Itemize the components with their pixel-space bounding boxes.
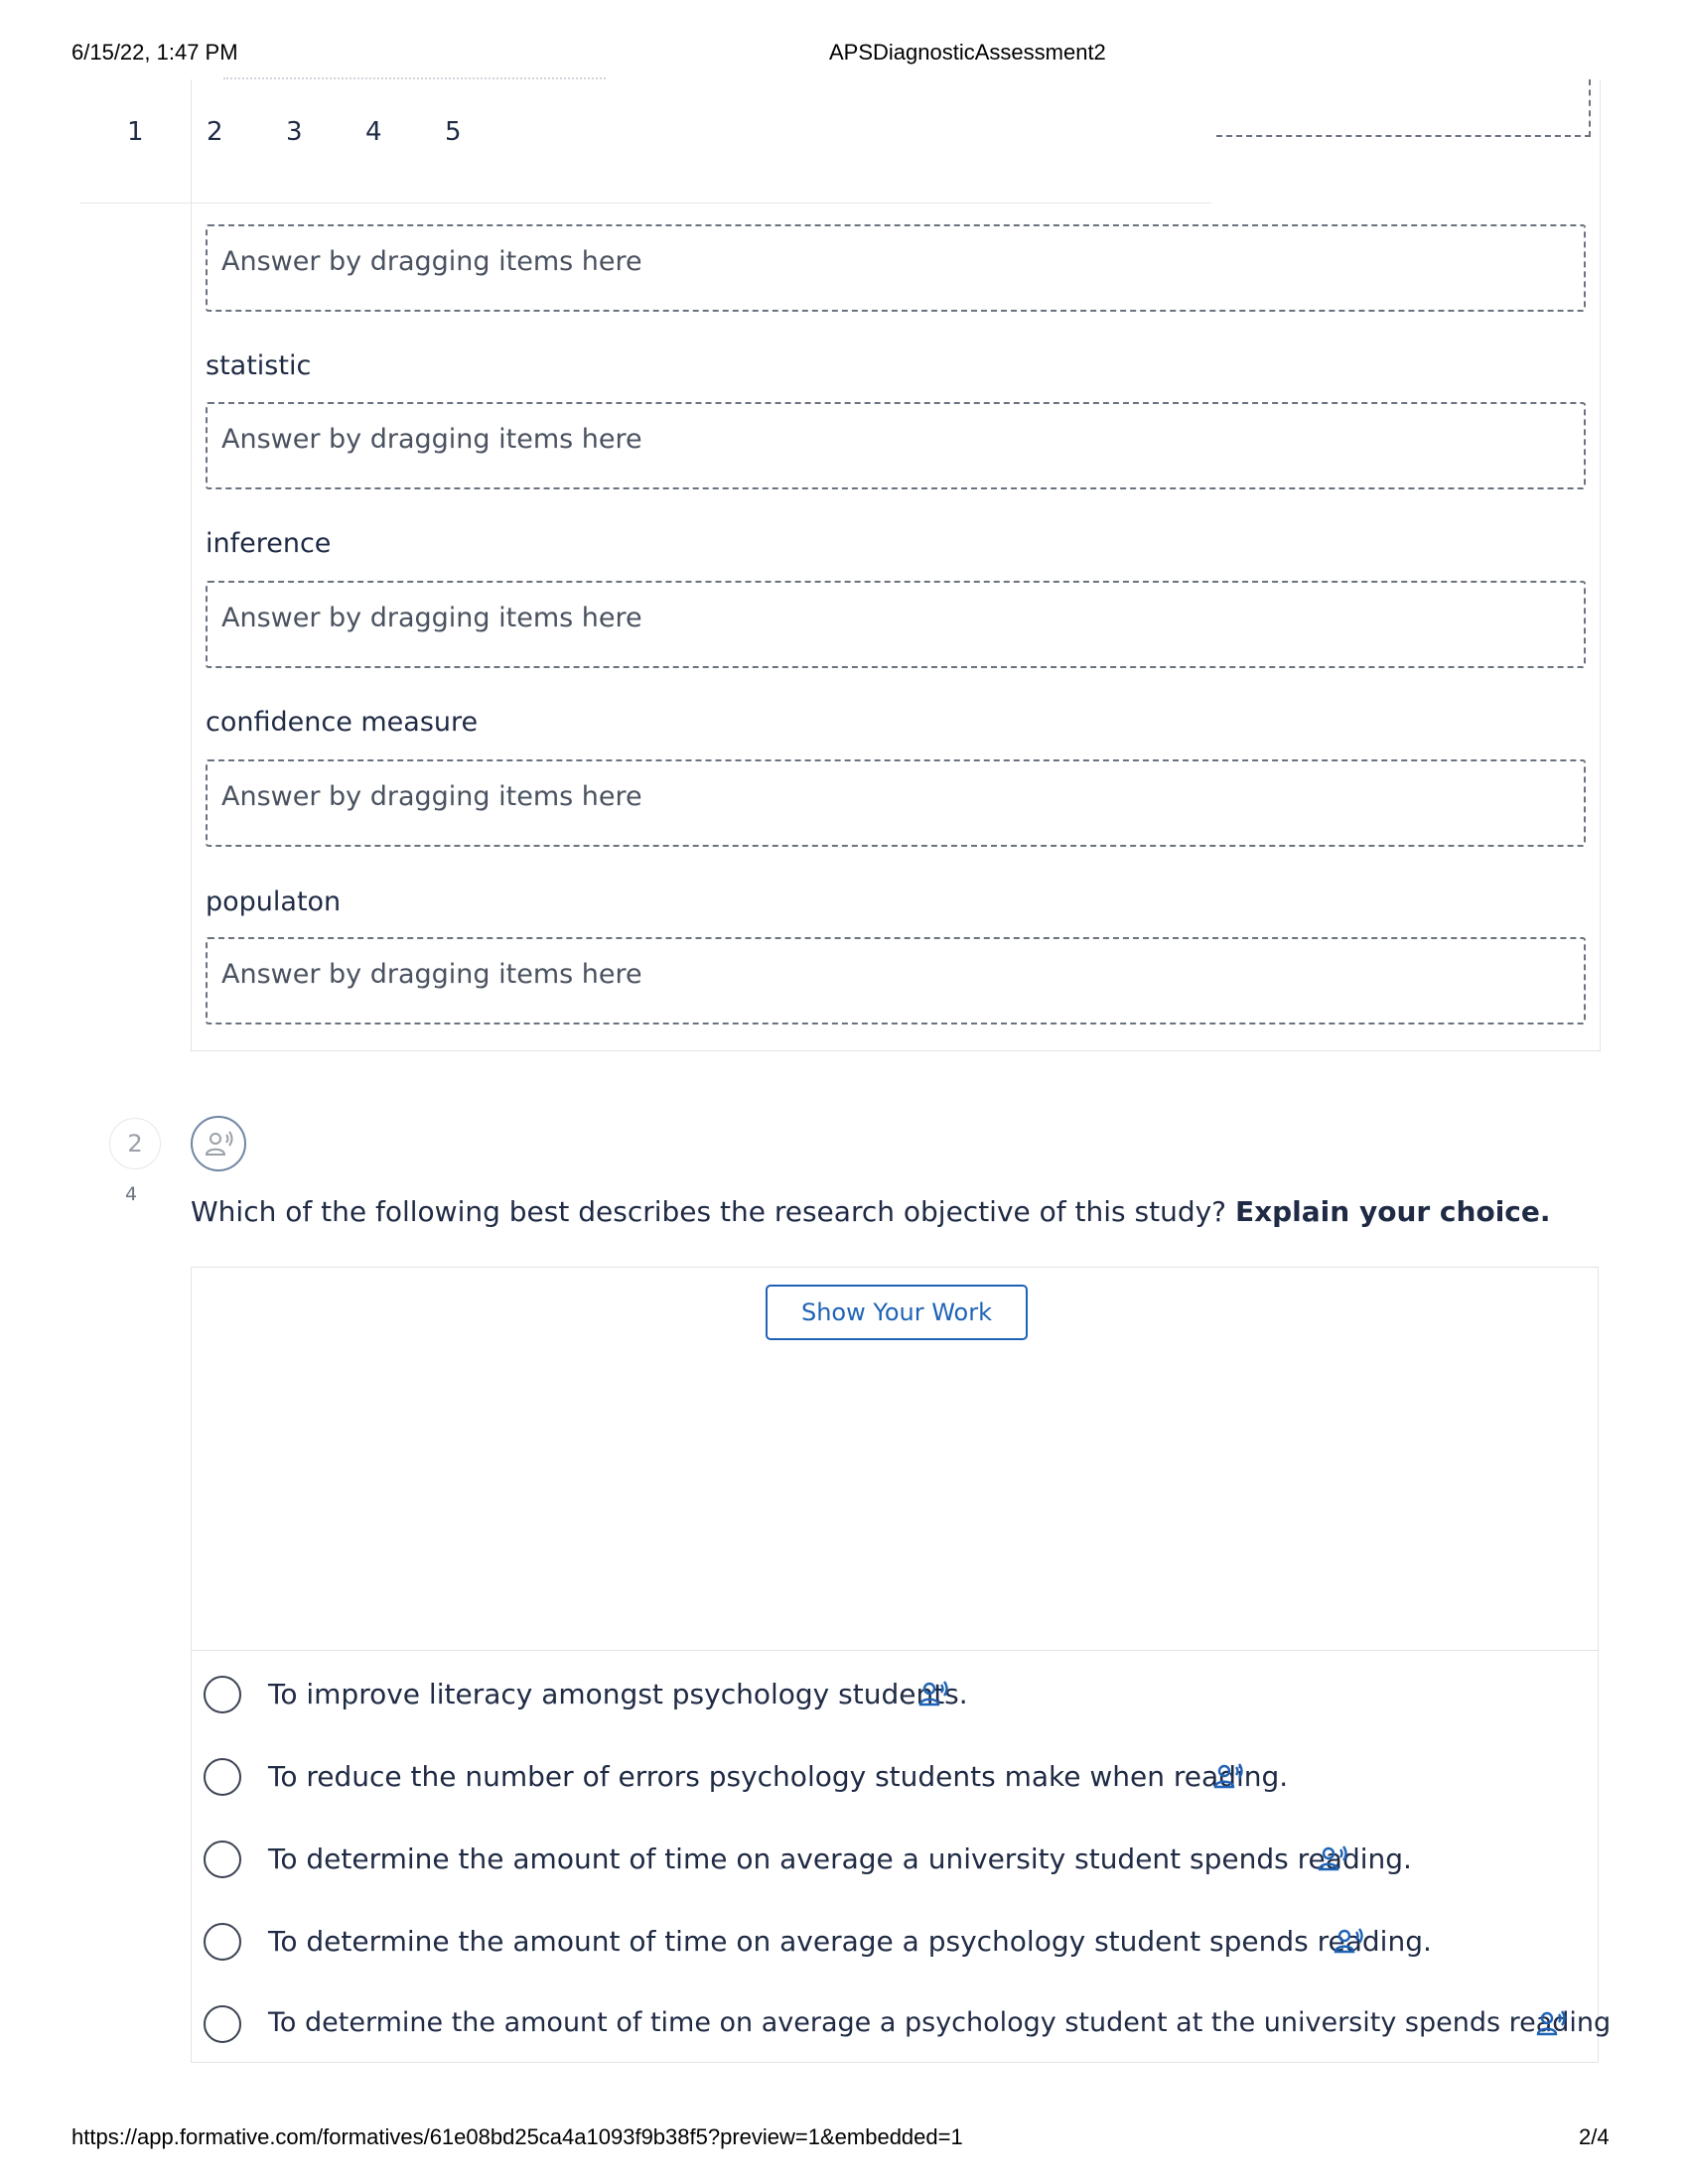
speaker-person-icon[interactable]: [918, 1680, 950, 1709]
answer-option-label: To determine the amount of time on average a psychology student spends reading.: [268, 1925, 1432, 1958]
print-title: APSDiagnosticAssessment2: [829, 40, 1106, 65]
radio-button[interactable]: [204, 1758, 241, 1796]
dropzone-cutoff[interactable]: [1216, 79, 1591, 137]
dropzone-placeholder: Answer by dragging items here: [221, 424, 642, 455]
dropzone-placeholder: Answer by dragging items here: [221, 246, 642, 277]
term-label: populaton: [206, 887, 342, 917]
show-your-work-button[interactable]: Show Your Work: [766, 1285, 1028, 1340]
print-datetime: 6/15/22, 1:47 PM: [71, 40, 238, 65]
dropzone[interactable]: [206, 937, 1586, 1024]
question-prompt-emphasis: Explain your choice.: [1234, 1195, 1551, 1228]
cut-off-text-line: [223, 77, 606, 79]
dropzone[interactable]: [206, 402, 1586, 489]
term-label: statistic: [206, 350, 312, 381]
speaker-person-icon[interactable]: [1318, 1844, 1349, 1874]
term-label: inference: [206, 528, 332, 559]
question-pager: [79, 117, 1211, 204]
speaker-person-icon[interactable]: [1213, 1762, 1245, 1792]
question-prompt-text: Which of the following best describes the research objective of this study?: [191, 1195, 1227, 1228]
dropzone-placeholder: Answer by dragging items here: [221, 959, 642, 990]
pager-item-1[interactable]: 1: [127, 117, 144, 147]
answer-option-label: To determine the amount of time on average a psychology student at the university spends reading: [268, 2007, 1612, 2038]
radio-button[interactable]: [204, 1676, 241, 1713]
radio-button[interactable]: [204, 1841, 241, 1878]
print-url: https://app.formative.com/formatives/61e08bd25ca4a1093f9b38f5?preview=1&embedded=1: [71, 2124, 963, 2149]
answer-option-label: To improve literacy amongst psychology students.: [268, 1678, 968, 1710]
pager-item-3[interactable]: 3: [286, 117, 303, 147]
radio-button[interactable]: [204, 1923, 241, 1961]
pager-item-4[interactable]: 4: [365, 117, 382, 147]
pager-item-5[interactable]: 5: [445, 117, 462, 147]
question-number: 2: [109, 1118, 161, 1169]
read-aloud-button[interactable]: [191, 1116, 246, 1171]
dropzone-placeholder: Answer by dragging items here: [221, 781, 642, 812]
question-prompt: [191, 1195, 1551, 1228]
card-divider: [192, 1650, 1598, 1651]
speaker-person-icon[interactable]: [1536, 2009, 1568, 2039]
radio-button[interactable]: [204, 2005, 241, 2043]
answer-option-label: To determine the amount of time on average a university student spends reading.: [268, 1843, 1412, 1875]
dropzone[interactable]: [206, 581, 1586, 668]
print-page-number: 2/4: [1579, 2124, 1610, 2149]
answer-option-label: To reduce the number of errors psychology students make when reading.: [268, 1760, 1289, 1793]
dropzone[interactable]: [206, 759, 1586, 847]
question-points: 4: [125, 1183, 138, 1205]
dropzone[interactable]: [206, 224, 1586, 312]
term-label: confidence measure: [206, 707, 479, 738]
speaker-person-icon[interactable]: [1334, 1927, 1365, 1957]
pager-item-2[interactable]: 2: [207, 117, 223, 147]
speaker-person-icon: [205, 1130, 234, 1160]
dropzone-placeholder: Answer by dragging items here: [221, 603, 642, 633]
